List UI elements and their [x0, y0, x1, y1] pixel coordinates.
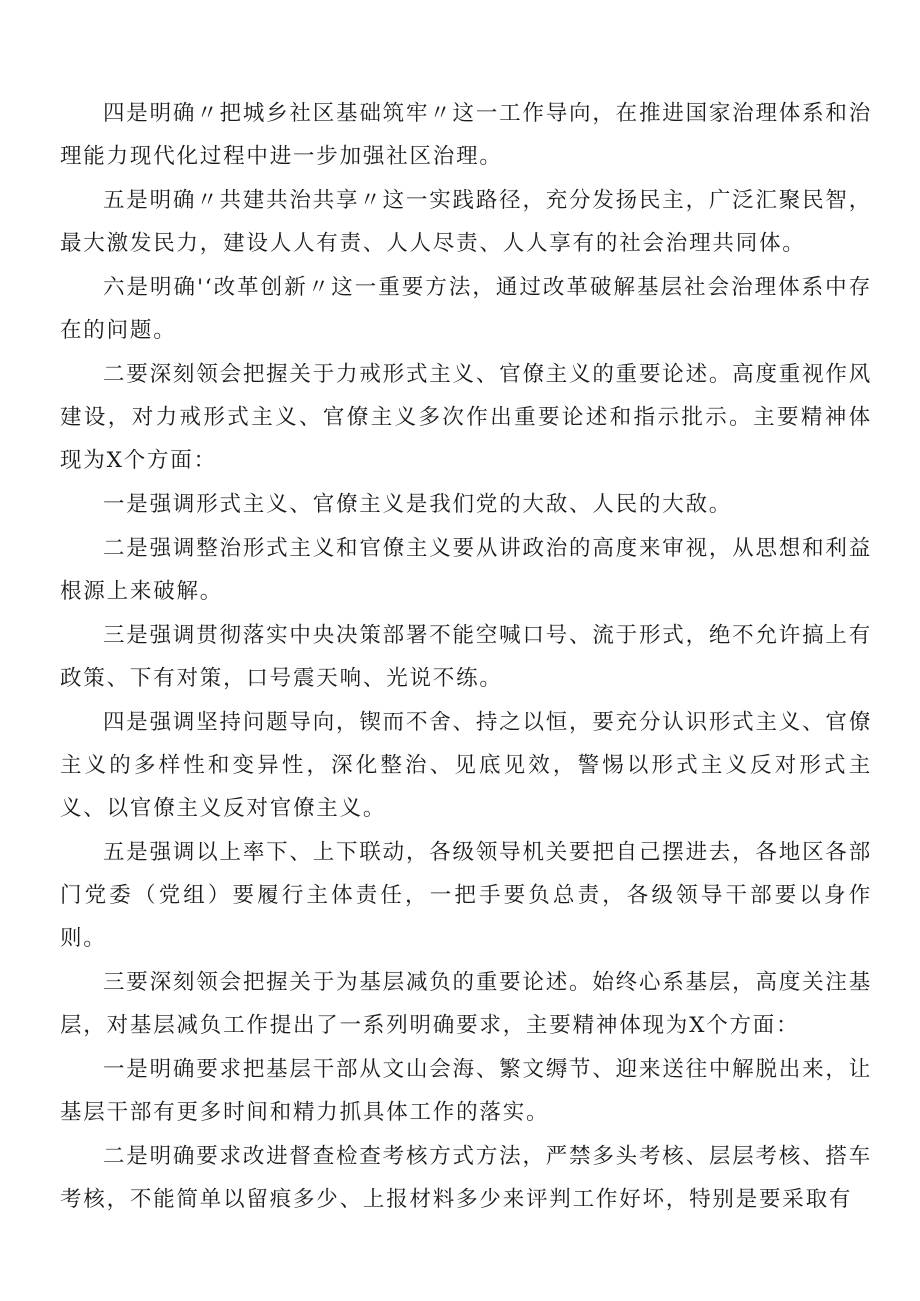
paragraph: 一是明确要求把基层干部从文山会海、繁文缛节、迎来送往中解脱出来，让基层干部有更多时间和精力抓具体工作的落实。 [60, 1057, 872, 1125]
paragraph: 四是明确〃把城乡社区基础筑牢〃这一工作导向，在推进国家治理体系和治理能力现代化过程中进一步加强社区治理。 [60, 101, 872, 169]
paragraph: 二是明确要求改进督查检查考核方式方法，严禁多头考核、层层考核、搭车考核，不能简单以留痕多少、上报材料多少来评判工作好坏，特别是要采取有 [60, 1144, 872, 1212]
paragraph: 三要深刻领会把握关于为基层减负的重要论述。始终心系基层，高度关注基层，对基层减负工作提出了一系列明确要求，主要精神体现为X个方面： [60, 970, 872, 1038]
paragraph: 二要深刻领会把握关于力戒形式主义、官僚主义的重要论述。高度重视作风建设，对力戒形式主义、官僚主义多次作出重要论述和指示批示。主要精神体现为X个方面： [60, 362, 872, 473]
paragraph: 四是强调坚持问题导向，锲而不舍、持之以恒，要充分认识形式主义、官僚主义的多样性和变异性，深化整治、见底见效，警惕以形式主义反对形式主义、以官僚主义反对官僚主义。 [60, 710, 872, 821]
paragraph: 三是强调贯彻落实中央决策部署不能空喊口号、流于形式，绝不允许搞上有政策、下有对策，口号震天响、光说不练。 [60, 623, 872, 691]
paragraph: 五是强调以上率下、上下联动，各级领导机关要把自己摆进去，各地区各部门党委（党组）要履行主体责任，一把手要负总责，各级领导干部要以身作则。 [60, 840, 872, 951]
paragraph: 一是强调形式主义、官僚主义是我们党的大敌、人民的大敌。 [103, 492, 733, 517]
paragraph: 二是强调整治形式主义和官僚主义要从讲政治的高度来审视，从思想和利益根源上来破解。 [60, 536, 872, 604]
paragraph: 五是明确〃共建共治共享〃这一实践路径，充分发扬民主，广泛汇聚民智，最大激发民力，建设人人有责、人人尽责、人人享有的社会治理共同体。 [60, 188, 872, 256]
paragraph: 六是明确'‘改革创新〃这一重要方法，通过改革破解基层社会治理体系中存在的问题。 [60, 275, 872, 343]
